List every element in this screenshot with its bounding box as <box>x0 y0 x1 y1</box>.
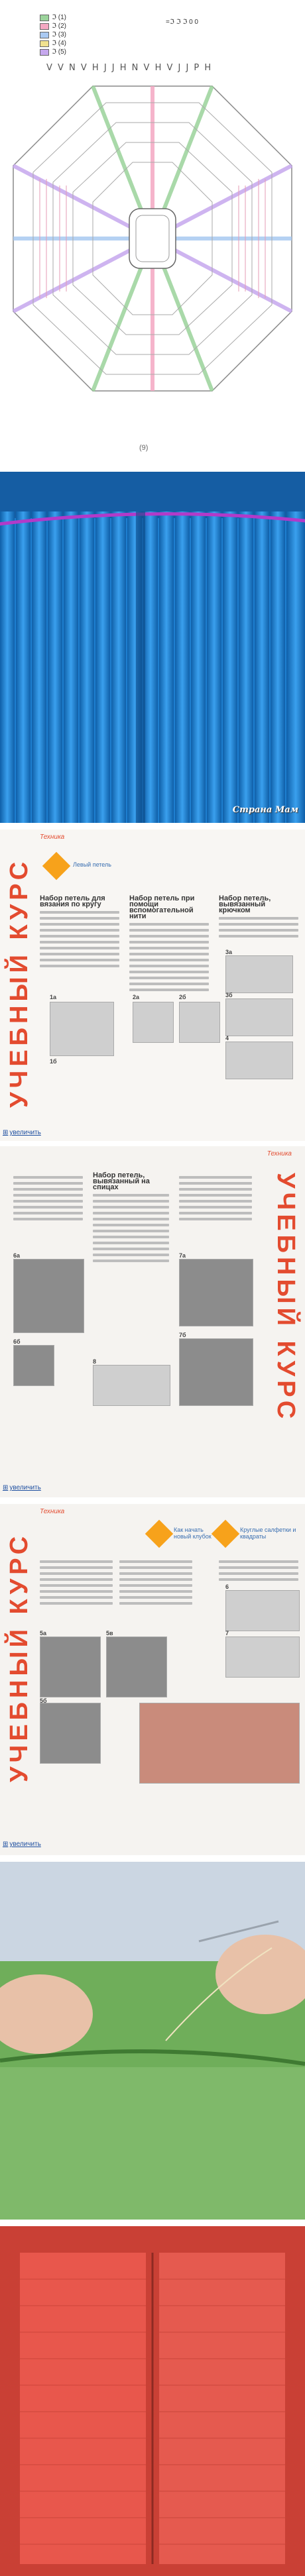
text-line <box>119 1602 192 1605</box>
text-line <box>93 1248 169 1250</box>
zoom-link[interactable] <box>3 1484 41 1491</box>
rib <box>175 511 190 823</box>
text-line <box>40 911 119 914</box>
legend-label: ℑ (4) <box>52 40 66 47</box>
legend-swatch <box>40 23 49 30</box>
figure-number: 4 <box>225 1035 229 1042</box>
text-line <box>40 1566 113 1569</box>
knit-ribs <box>0 472 305 823</box>
text-line <box>179 1176 252 1179</box>
text-line <box>93 1236 169 1238</box>
rib <box>271 511 285 823</box>
figure-number: 5в <box>106 1630 113 1637</box>
chart-caption: (9) <box>139 444 149 452</box>
zoom-link-label: увеличить <box>9 1484 41 1491</box>
doily-illustration <box>139 1703 300 1784</box>
illustration <box>13 1345 54 1386</box>
technique-badge-icon <box>42 852 70 880</box>
rib <box>111 511 126 823</box>
text-line <box>40 1572 113 1575</box>
text-line <box>179 1206 252 1208</box>
legend-swatch <box>40 49 49 56</box>
text-line <box>129 977 209 979</box>
octagon-diagram <box>0 73 305 444</box>
text-line <box>40 1560 113 1563</box>
text-line <box>40 923 119 926</box>
text-line <box>179 1194 252 1197</box>
text-column <box>219 896 298 941</box>
rib <box>95 511 110 823</box>
figure-number: 2б <box>179 994 186 1000</box>
zoom-icon: ⊞ <box>3 1484 9 1491</box>
text-line <box>13 1218 83 1220</box>
figure-number: 7б <box>179 1332 186 1338</box>
text-line <box>179 1200 252 1203</box>
text-line <box>179 1182 252 1185</box>
zoom-icon: ⊞ <box>3 1841 9 1848</box>
text-line <box>93 1224 169 1226</box>
figure-number: 3a <box>225 949 233 955</box>
section-heading: Набор петель при помощи вспомогательной нити <box>129 894 195 920</box>
legend-row <box>40 39 179 48</box>
rib <box>239 511 253 823</box>
text-line <box>219 1560 298 1563</box>
illustration <box>40 1703 101 1764</box>
knitting-chart-page <box>0 0 305 464</box>
text-line <box>40 935 119 938</box>
text-line <box>129 965 209 967</box>
knit-band-top <box>0 472 305 518</box>
illustration <box>225 998 293 1036</box>
text-line <box>119 1566 192 1569</box>
chart-legend <box>40 13 179 56</box>
text-line <box>119 1596 192 1599</box>
text-line <box>93 1218 169 1220</box>
text-line <box>129 923 209 926</box>
text-line <box>40 959 119 961</box>
text-line <box>129 929 209 932</box>
section-heading: Набор петель, вывязанный на спицах <box>93 1171 150 1191</box>
figure-number: 1a <box>50 994 57 1000</box>
rib <box>32 511 46 823</box>
text-line <box>129 989 209 991</box>
rib <box>286 511 305 823</box>
text-line <box>13 1206 83 1208</box>
text-column <box>93 1173 169 1265</box>
text-column <box>179 1173 252 1224</box>
rib <box>0 511 15 823</box>
text-line <box>93 1230 169 1232</box>
text-line <box>13 1200 83 1203</box>
figure-number: 2a <box>133 994 140 1000</box>
legend-swatch <box>40 40 49 47</box>
badge-text: Круглые салфетки и квадраты <box>240 1527 296 1540</box>
text-line <box>219 1572 298 1575</box>
rib <box>207 511 221 823</box>
zoom-link[interactable] <box>3 1841 41 1848</box>
rib <box>255 511 269 823</box>
text-line <box>93 1206 169 1208</box>
figure-number: 7a <box>179 1252 186 1259</box>
illustration <box>13 1259 84 1333</box>
figure-number: 8 <box>93 1358 97 1365</box>
zoom-icon: ⊞ <box>3 1129 9 1136</box>
legend-row <box>40 48 179 56</box>
blue-knit-photo <box>0 472 305 823</box>
illustration <box>225 955 293 993</box>
text-line <box>13 1182 83 1185</box>
legend-row <box>40 22 179 30</box>
text-line <box>40 965 119 967</box>
figure-number: 7 <box>225 1630 229 1637</box>
zoom-link[interactable] <box>3 1129 41 1136</box>
text-line <box>179 1218 252 1220</box>
illustration <box>225 1590 300 1631</box>
figure-number: 6 <box>225 1583 229 1590</box>
figure-number: 6б <box>13 1338 21 1345</box>
text-line <box>93 1200 169 1203</box>
text-column <box>129 896 209 994</box>
text-line <box>129 953 209 955</box>
text-line <box>13 1188 83 1191</box>
text-column <box>40 1557 113 1608</box>
text-line <box>129 971 209 973</box>
legend-label: ℑ (3) <box>52 31 66 38</box>
text-line <box>40 917 119 920</box>
text-line <box>119 1578 192 1581</box>
text-line <box>129 983 209 985</box>
text-line <box>40 953 119 955</box>
badge-text: Левый петель <box>73 861 111 868</box>
text-line <box>93 1212 169 1214</box>
illustration <box>179 1338 253 1406</box>
illustration <box>106 1637 167 1697</box>
illustration <box>225 1637 300 1678</box>
text-line <box>40 1584 113 1587</box>
rib <box>143 511 158 823</box>
text-line <box>179 1188 252 1191</box>
text-line <box>219 917 298 920</box>
site-watermark: Страна Мам <box>232 805 298 815</box>
page-header: Техника <box>40 833 65 841</box>
figure-number: 6a <box>13 1252 21 1259</box>
text-line <box>40 1590 113 1593</box>
figure-number: 5a <box>40 1630 47 1637</box>
illustration <box>133 1002 174 1043</box>
figure-number: 5б <box>40 1697 47 1704</box>
knit-fabric-lower <box>0 2067 305 2220</box>
technique-badge-icon <box>212 1520 239 1548</box>
illustration <box>179 1259 253 1326</box>
text-line <box>129 947 209 949</box>
text-line <box>219 1578 298 1581</box>
rib <box>80 511 94 823</box>
text-line <box>40 1578 113 1581</box>
illustration <box>179 1002 220 1043</box>
illustration <box>50 1002 114 1056</box>
legend-label: ℑ (5) <box>52 48 66 56</box>
text-line <box>93 1254 169 1256</box>
text-line <box>219 929 298 932</box>
sewing-knit-photo <box>0 1862 305 2220</box>
rib <box>16 511 30 823</box>
side-title: УЧЕБНЫЙ КУРС <box>5 1532 33 1782</box>
text-line <box>219 935 298 938</box>
text-line <box>129 935 209 938</box>
text-line <box>119 1584 192 1587</box>
rib <box>223 511 237 823</box>
red-knit-photo <box>0 2226 305 2576</box>
text-line <box>13 1194 83 1197</box>
legend-label: ℑ (1) <box>52 14 66 21</box>
text-line <box>13 1212 83 1214</box>
text-line <box>119 1560 192 1563</box>
side-title: УЧЕБНЫЙ КУРС <box>272 1173 300 1423</box>
text-line <box>40 929 119 932</box>
text-line <box>93 1194 169 1197</box>
legend-swatch <box>40 32 49 38</box>
section-heading: Набор петель для вязания по кругу <box>40 894 105 908</box>
red-swatches <box>0 2226 305 2576</box>
rib <box>48 511 62 823</box>
section-heading: Набор петель, вывязанный крючком <box>219 894 271 914</box>
text-line <box>179 1212 252 1214</box>
rib <box>64 511 78 823</box>
zoom-link-label: увеличить <box>9 1841 41 1848</box>
text-column <box>119 1557 192 1608</box>
page-header: Техника <box>40 1508 65 1515</box>
text-line <box>119 1572 192 1575</box>
center-seam <box>136 511 145 823</box>
text-line <box>129 959 209 961</box>
illustration <box>40 1637 101 1697</box>
text-line <box>13 1176 83 1179</box>
text-column <box>13 1173 83 1224</box>
text-line <box>40 1596 113 1599</box>
technique-badge-icon <box>145 1520 173 1548</box>
text-line <box>219 923 298 926</box>
badge-text: Как начать новый клубок <box>174 1527 212 1540</box>
text-column <box>40 896 119 971</box>
side-title: УЧЕБНЫЙ КУРС <box>5 857 33 1108</box>
legend-label: ℑ (2) <box>52 23 66 30</box>
legend-row <box>40 30 179 39</box>
knit-seaming-scene <box>0 1862 305 2220</box>
text-column <box>219 1557 298 1584</box>
book-page-1 <box>0 830 305 1141</box>
illustration <box>93 1365 170 1406</box>
text-line <box>40 947 119 949</box>
text-line <box>40 1602 113 1605</box>
book-page-3 <box>0 1504 305 1855</box>
text-line <box>40 941 119 943</box>
text-line <box>93 1260 169 1262</box>
rib <box>159 511 174 823</box>
chart-corner-mark: =ℑ ℑ ℑ 0 0 <box>166 19 198 26</box>
figure-number: 1б <box>50 1058 57 1065</box>
knit-rib-columns <box>0 511 305 823</box>
text-line <box>119 1590 192 1593</box>
book-page-2 <box>0 1146 305 1497</box>
zoom-link-label: увеличить <box>9 1129 41 1136</box>
chart-symbol-row: V V N V H J J H N V H V J J P H <box>46 63 213 73</box>
rib <box>191 511 206 823</box>
text-line <box>93 1242 169 1244</box>
text-line <box>129 941 209 943</box>
legend-swatch <box>40 15 49 21</box>
illustration <box>225 1042 293 1079</box>
legend-row <box>40 13 179 22</box>
page-header: Техника <box>267 1150 292 1157</box>
figure-number: 3б <box>225 992 233 998</box>
text-line <box>219 1566 298 1569</box>
